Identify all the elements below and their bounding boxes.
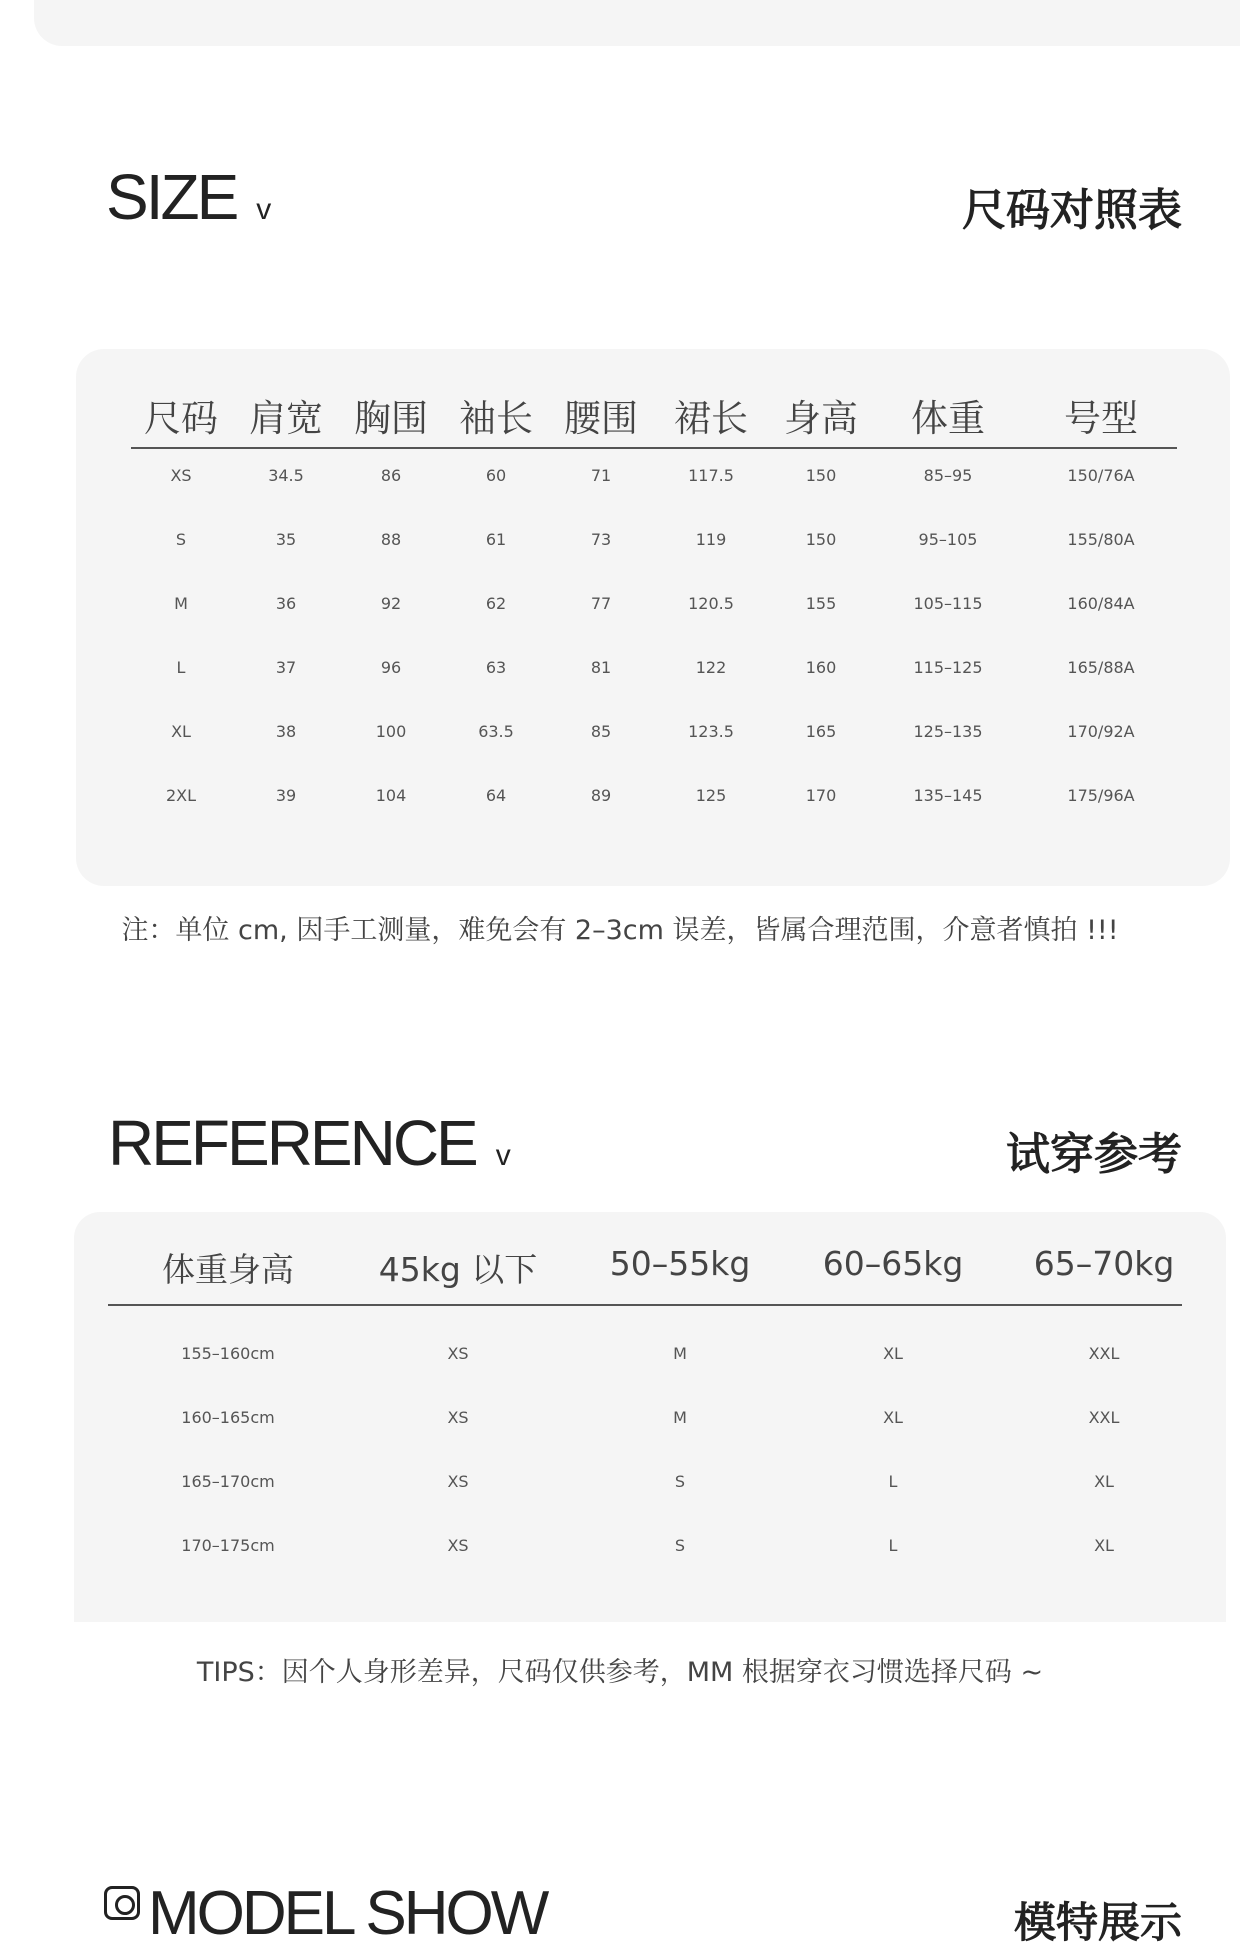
table-cell: XS bbox=[170, 466, 192, 485]
table-cell: 125 bbox=[695, 786, 727, 805]
table-cell: 165/88A bbox=[1067, 658, 1135, 677]
header-cell: 袖长 bbox=[459, 397, 533, 440]
header-cell: 身高 bbox=[784, 397, 858, 440]
table-cell: XL bbox=[171, 722, 191, 741]
table-cell: 37 bbox=[275, 658, 297, 677]
table-cell: XXL bbox=[1088, 1344, 1120, 1363]
table-cell: 63 bbox=[485, 658, 507, 677]
table-cell: M bbox=[673, 1344, 687, 1363]
table-cell: 39 bbox=[275, 786, 297, 805]
header-cell: 尺码 bbox=[144, 397, 218, 440]
header-cell: 腰围 bbox=[564, 397, 638, 440]
table-cell: 150/76A bbox=[1067, 466, 1135, 485]
table-cell: 2XL bbox=[165, 786, 197, 805]
reference-section-title bbox=[108, 1106, 511, 1180]
chevron-down-icon: v bbox=[495, 1139, 511, 1172]
table-cell: S bbox=[175, 530, 187, 549]
table-cell: 123.5 bbox=[688, 722, 734, 741]
table-cell: 105–115 bbox=[913, 594, 983, 613]
header-cell: 号型 bbox=[1064, 397, 1138, 440]
table-cell: 120.5 bbox=[688, 594, 734, 613]
table-cell: 170–175cm bbox=[181, 1536, 275, 1555]
table-cell: 135–145 bbox=[913, 786, 983, 805]
table-cell: 104 bbox=[375, 786, 407, 805]
table-cell: 63.5 bbox=[478, 722, 514, 741]
table-cell: 150 bbox=[805, 466, 837, 485]
table-cell: 117.5 bbox=[688, 466, 734, 485]
table-cell: 175/96A bbox=[1067, 786, 1135, 805]
reference-title-text: REFERENCE bbox=[108, 1107, 476, 1179]
table-cell: XS bbox=[447, 1408, 469, 1427]
table-cell: 81 bbox=[590, 658, 612, 677]
table-cell: 155/80A bbox=[1067, 530, 1135, 549]
table-cell: 170 bbox=[805, 786, 837, 805]
size-chart-header-rule bbox=[131, 447, 1177, 449]
table-cell: 77 bbox=[590, 594, 612, 613]
previous-section-card bbox=[34, 0, 1240, 46]
table-cell: 122 bbox=[695, 658, 727, 677]
table-cell: L bbox=[176, 658, 186, 677]
size-chart-note: 注：单位 cm, 因手工测量，难免会有 2–3cm 误差，皆属合理范围，介意者慎拍 !!! bbox=[121, 915, 1119, 946]
table-cell: 170/92A bbox=[1067, 722, 1135, 741]
reference-chart-header-rule bbox=[108, 1304, 1182, 1306]
table-cell: 160–165cm bbox=[181, 1408, 275, 1427]
table-cell: XL bbox=[1094, 1536, 1114, 1555]
model-section-cn-title: 模特展示 bbox=[1013, 1898, 1182, 1947]
table-cell: XXL bbox=[1088, 1408, 1120, 1427]
table-cell: 35 bbox=[275, 530, 297, 549]
header-cell: 体重 bbox=[911, 397, 985, 440]
table-cell: M bbox=[673, 1408, 687, 1427]
table-cell: XL bbox=[883, 1408, 903, 1427]
size-title-text: SIZE bbox=[106, 161, 237, 233]
table-cell: 71 bbox=[590, 466, 612, 485]
table-cell: 88 bbox=[380, 530, 402, 549]
table-cell: 96 bbox=[380, 658, 402, 677]
table-cell: M bbox=[174, 594, 188, 613]
reference-section-cn-title: 试穿参考 bbox=[1006, 1129, 1182, 1180]
model-section-title: MODEL SHOW bbox=[148, 1879, 547, 1948]
table-cell: XS bbox=[447, 1472, 469, 1491]
table-cell: 85–95 bbox=[923, 466, 973, 485]
table-cell: 73 bbox=[590, 530, 612, 549]
table-cell: 92 bbox=[380, 594, 402, 613]
table-cell: S bbox=[674, 1536, 686, 1555]
table-cell: 62 bbox=[485, 594, 507, 613]
reference-tips: TIPS：因个人身形差异，尺码仅供参考，MM 根据穿衣习惯选择尺码 ~ bbox=[196, 1657, 1044, 1688]
table-cell: 125–135 bbox=[913, 722, 983, 741]
table-cell: S bbox=[674, 1472, 686, 1491]
table-cell: 61 bbox=[485, 530, 507, 549]
table-cell: XL bbox=[883, 1344, 903, 1363]
table-cell: 160/84A bbox=[1067, 594, 1135, 613]
table-cell: 165 bbox=[805, 722, 837, 741]
table-cell: XL bbox=[1094, 1472, 1114, 1491]
table-cell: L bbox=[888, 1472, 898, 1491]
table-cell: 155 bbox=[805, 594, 837, 613]
table-cell: 100 bbox=[375, 722, 407, 741]
table-cell: 160 bbox=[805, 658, 837, 677]
size-section-title bbox=[106, 160, 271, 234]
table-cell: 64 bbox=[485, 786, 507, 805]
header-cell: 胸围 bbox=[354, 397, 428, 440]
table-cell: 155–160cm bbox=[181, 1344, 275, 1363]
table-cell: 85 bbox=[590, 722, 612, 741]
table-cell: 89 bbox=[590, 786, 612, 805]
table-cell: L bbox=[888, 1536, 898, 1555]
size-section-cn-title: 尺码对照表 bbox=[962, 185, 1182, 236]
table-cell: 86 bbox=[380, 466, 402, 485]
table-cell: 36 bbox=[275, 594, 297, 613]
table-cell: 95–105 bbox=[918, 530, 978, 549]
table-cell: 165–170cm bbox=[181, 1472, 275, 1491]
header-cell: 45kg 以下 bbox=[378, 1250, 538, 1289]
camera-icon bbox=[104, 1886, 140, 1920]
table-cell: XS bbox=[447, 1344, 469, 1363]
table-cell: XS bbox=[447, 1536, 469, 1555]
table-cell: 119 bbox=[695, 530, 727, 549]
header-cell: 60–65kg bbox=[822, 1244, 964, 1283]
chevron-down-icon: v bbox=[256, 193, 272, 226]
header-cell: 体重身高 bbox=[162, 1250, 294, 1289]
table-cell: 60 bbox=[485, 466, 507, 485]
table-cell: 34.5 bbox=[268, 466, 304, 485]
table-cell: 115–125 bbox=[913, 658, 983, 677]
header-cell: 65–70kg bbox=[1033, 1244, 1175, 1283]
header-cell: 50–55kg bbox=[609, 1244, 751, 1283]
header-cell: 裙长 bbox=[674, 397, 748, 440]
table-cell: 38 bbox=[275, 722, 297, 741]
header-cell: 肩宽 bbox=[249, 397, 323, 440]
table-cell: 150 bbox=[805, 530, 837, 549]
